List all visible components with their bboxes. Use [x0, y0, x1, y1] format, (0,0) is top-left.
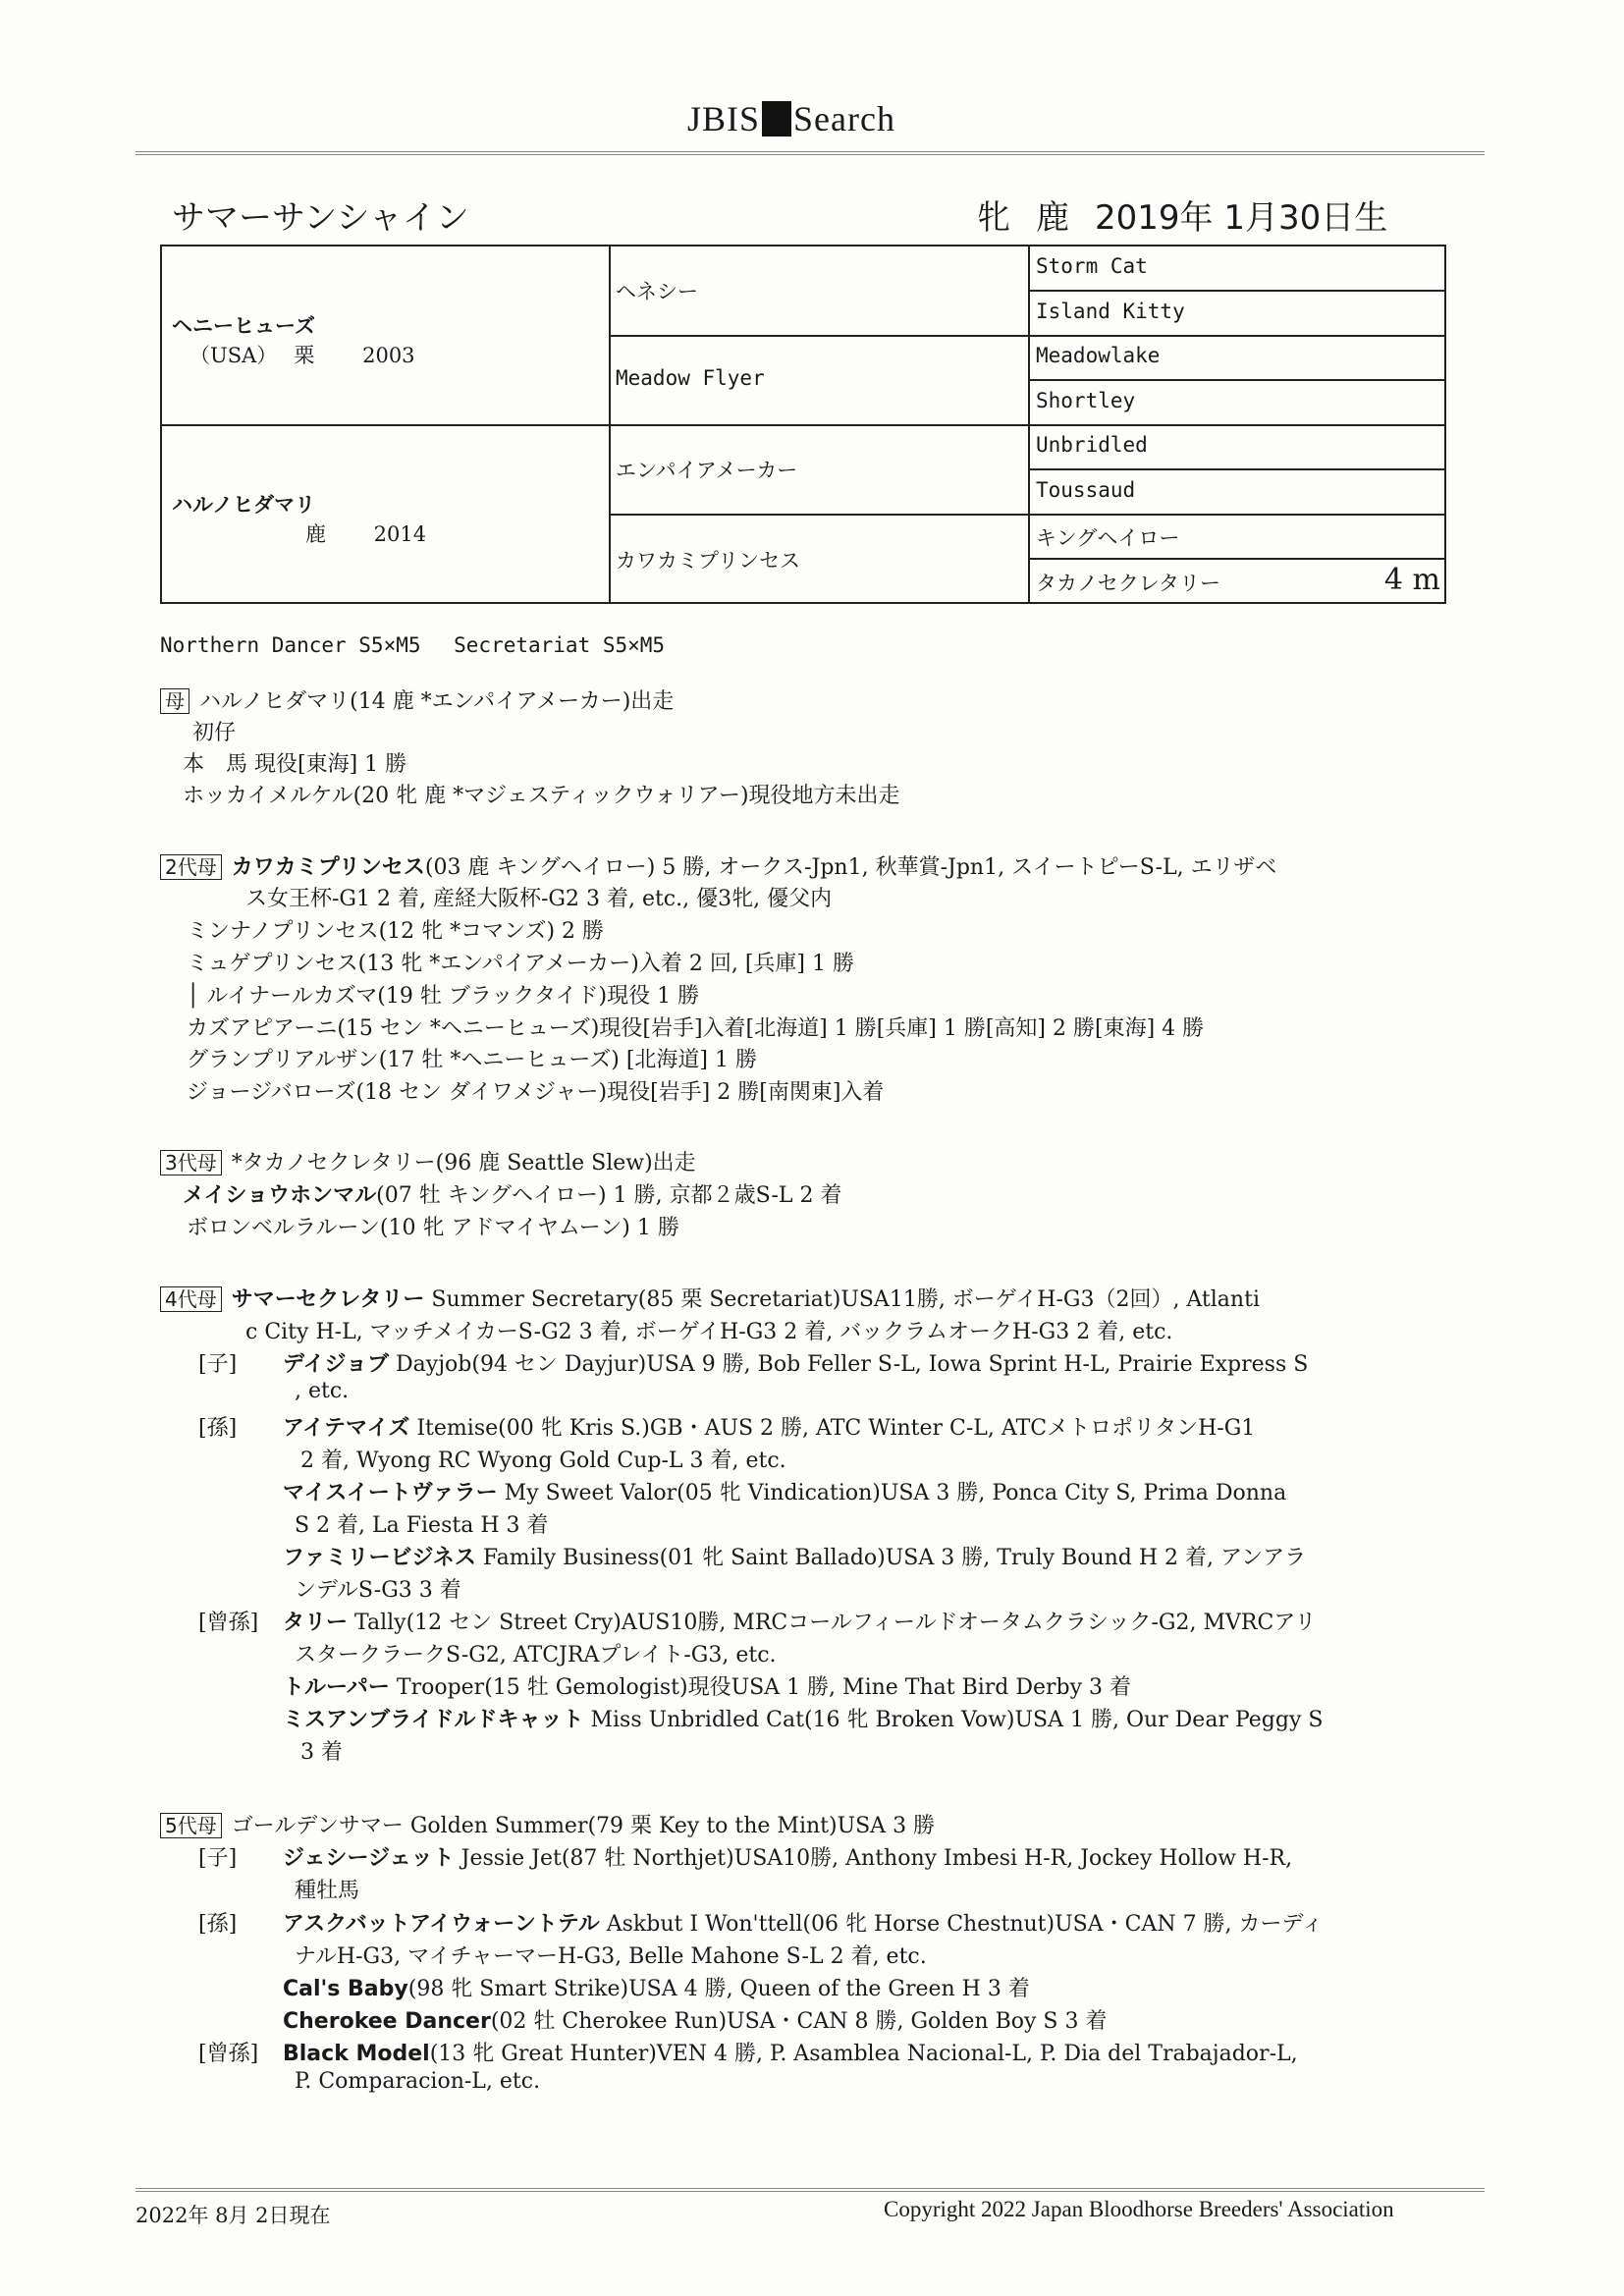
label-grandchild: [孫]: [198, 1416, 238, 1441]
g5-grandchild-line: [283, 1907, 1324, 1938]
dam-offspring-line: 本 馬 現役[東海] 1 勝: [183, 752, 407, 777]
g3-offspring-line: ボロンベルラルーン(10 牝 アドマイヤムーン) 1 勝: [187, 1216, 679, 1240]
horse-birth: 2019年 1月30日生: [1095, 198, 1388, 238]
horse-color: 鹿: [1036, 198, 1069, 238]
copyright-notice: Copyright 2022 Japan Bloodhorse Breeders' Association: [884, 2197, 1394, 2221]
g3-offspring-name: メイショウホンマル: [183, 1183, 377, 1208]
sire-info: （USA） 栗 2003: [189, 344, 415, 367]
dam-sire: エンパイアメーカー: [616, 459, 798, 482]
g4-great-grandchild-record-cont: 3 着: [300, 1740, 343, 1765]
logo-text-right: Search: [793, 99, 895, 138]
inbreeding-cross: Northern Dancer S5×M5 Secretariat S5×M5: [160, 633, 666, 657]
g4-grandchild-line: [283, 1411, 1255, 1442]
g4-great-grandchild-line: [283, 1606, 1316, 1636]
header-rule: [135, 151, 1485, 155]
g5-great-grandchild-record: (13 牝 Great Hunter)VEN 4 勝, P. Asamblea Nacional-L, P. Dia del Trabajador-L,: [429, 2042, 1298, 2066]
g4-section-heading: [160, 1283, 1260, 1313]
g4-great-grandchild-record: Miss Unbridled Cat(16 牝 Broken Vow)USA 1 勝, Our Dear Peggy S: [583, 1708, 1324, 1732]
dam-offspring-line: 初仔: [192, 721, 237, 745]
sire-name: ヘニーヒューズ: [172, 314, 315, 338]
jbis-search-logo: [687, 98, 895, 139]
g4-great-grandchild-name: タリー: [283, 1611, 349, 1635]
g4-grandchild-record: My Sweet Valor(05 牝 Vindication)USA 3 勝, Ponca City S, Prima Donna: [497, 1481, 1287, 1505]
dam-dam: カワカミプリンセス: [616, 549, 801, 573]
g4-grandchild-record-cont: ンデルS-G3 3 着: [295, 1578, 461, 1603]
g5-child-record-cont: 種牡馬: [295, 1879, 360, 1903]
dam-cell: [172, 489, 426, 548]
g4-dam-record-cont: c City H-L, マッチメイカーS-G2 3 着, ボーゲイH-G3 2 着, バックラムオークH-G3 2 着, etc.: [245, 1320, 1173, 1344]
g4-grandchild-name: マイスイートヴァラー: [283, 1481, 498, 1505]
g4-great-grandchild-record: Trooper(15 牡 Gemologist)現役USA 1 勝, Mine That Bird Derby 3 着: [389, 1675, 1132, 1700]
g4-grandchild-name: ファミリービジネス: [283, 1546, 476, 1570]
g3-3: Meadowlake: [1036, 344, 1161, 367]
g2-offspring-line: カズアピアーニ(15 セン *ヘニーヒューズ)現役[岩手]入着[北海道] 1 勝[兵庫] 1 勝[高知] 2 勝[東海] 4 勝: [187, 1016, 1205, 1041]
g4-great-grandchild-record: Tally(12 セン Street Cry)AUS10勝, MRCコールフィールドオータムクラシック-G2, MVRCアリ: [348, 1611, 1317, 1635]
g5-great-grandchild-record-cont: P. Comparacion-L, etc.: [295, 2069, 541, 2094]
g4-great-grandchild-name: ミスアンブライドルドキャット: [283, 1708, 584, 1732]
g2-dam-record-cont: ス女王杯-G1 2 着, 産経大阪杯-G2 3 着, etc., 優3牝, 優父内: [245, 887, 833, 911]
g3-5: Unbridled: [1036, 433, 1148, 457]
g4-great-grandchild-record-cont: スタークラークS-G2, ATCJRAプレイト-G3, etc.: [295, 1643, 777, 1667]
g4-great-grandchild-name: トルーパー: [283, 1675, 390, 1700]
section-tag-g3: 3代母: [160, 1150, 222, 1175]
dam-line: ハルノヒダマリ(14 鹿 *エンパイアメーカー)出走: [199, 689, 675, 714]
g4-great-grandchild-line: [283, 1670, 1131, 1701]
g5-grandchild-name: Cal's Baby: [283, 1977, 408, 2001]
g3-6: Toussaud: [1036, 478, 1136, 502]
g3-4: Shortley: [1036, 389, 1136, 412]
g2-dam-name: カワカミプリンセス: [231, 855, 425, 880]
logo-text-left: JBIS: [687, 99, 761, 138]
dam-section-heading: [160, 684, 674, 715]
dam-name: ハルノヒダマリ: [172, 493, 316, 517]
g4-grandchild-line: [283, 1541, 1306, 1571]
g5-grandchild-record: Askbut I Won'ttell(06 牝 Horse Chestnut)USA・CAN 7 勝, カーディ: [599, 1912, 1324, 1937]
g5-child-line: [283, 1841, 1292, 1872]
g3-1: Storm Cat: [1036, 254, 1148, 278]
g4-dam-record: Summer Secretary(85 栗 Secretariat)USA11勝, ボーゲイH-G3（2回）, Atlanti: [424, 1287, 1260, 1312]
g4-grandchild-line: [283, 1476, 1286, 1506]
horse-logo-icon: [762, 101, 791, 137]
g5-great-grandchild-line: [283, 2037, 1298, 2067]
pedigree-table: [160, 245, 1446, 604]
g4-grandchild-name: アイテマイズ: [283, 1416, 410, 1441]
g5-grandchild-record-cont: ナルH-G3, マイチャーマーH-G3, Belle Mahone S-L 2 着, etc.: [295, 1944, 927, 1969]
label-great-grandchild: [曾孫]: [198, 2042, 259, 2066]
g4-grandchild-record-cont: S 2 着, La Fiesta H 3 着: [295, 1513, 549, 1538]
g2-section-heading: [160, 850, 1276, 881]
g3-8: タカノセクレタリー: [1036, 572, 1220, 595]
section-tag-g5: 5代母: [160, 1813, 222, 1838]
section-tag-dam: 母: [160, 688, 189, 714]
g5-grandchild-record: (98 牝 Smart Strike)USA 4 勝, Queen of the Green H 3 着: [407, 1977, 1030, 2001]
dam-offspring-line: ホッカイメルケル(20 牝 鹿 *マジェスティックウォリアー)現役地方未出走: [183, 784, 900, 808]
g2-dam-record: (03 鹿 キングヘイロー) 5 勝, オークス-Jpn1, 秋華賞-Jpn1, スイートピーS-L, エリザベ: [424, 855, 1277, 880]
g4-grandchild-record-cont: 2 着, Wyong RC Wyong Gold Cup-L 3 着, etc.: [300, 1449, 786, 1473]
label-child: [子]: [198, 1846, 238, 1871]
g4-child-record-cont: , etc.: [295, 1379, 350, 1403]
g5-child-name: ジェシージェット: [283, 1846, 455, 1871]
g3-offspring-line: [183, 1178, 842, 1209]
horse-profile: [977, 191, 1387, 239]
g4-great-grandchild-line: [283, 1703, 1323, 1733]
footer-rule: [135, 2188, 1485, 2192]
label-grandchild: [孫]: [198, 1912, 238, 1937]
g2-offspring-line: │ ルイナールカズマ(19 牡 ブラックタイド)現役 1 勝: [187, 984, 700, 1009]
g5-grandchild-name: Cherokee Dancer: [283, 2009, 491, 2034]
g5-grandchild-name: アスクバットアイウォーントテル: [283, 1912, 600, 1937]
g3-7: キングヘイロー: [1036, 526, 1180, 550]
g4-dam-name: サマーセクレタリー: [231, 1287, 425, 1312]
g3-2: Island Kitty: [1036, 300, 1185, 323]
section-tag-g4: 4代母: [160, 1286, 222, 1312]
sire-dam: Meadow Flyer: [616, 366, 765, 390]
g2-offspring-line: ジョージバローズ(18 セン ダイワメジャー)現役[岩手] 2 勝[南関東]入着: [187, 1080, 885, 1105]
g4-child-record: Dayjob(94 セン Dayjur)USA 9 勝, Bob Feller S-L, Iowa Sprint H-L, Prairie Express S: [389, 1352, 1309, 1377]
horse-sex: 牝: [977, 198, 1010, 238]
g3-dam-line: *タカノセクレタリー(96 鹿 Seattle Slew)出走: [231, 1151, 696, 1175]
g4-child-name: デイジョブ: [283, 1352, 390, 1377]
g4-child-line: [283, 1347, 1308, 1378]
g2-offspring-line: グランプリアルザン(17 牡 *ヘニーヒューズ) [北海道] 1 勝: [187, 1048, 757, 1072]
g2-offspring-line: ミュゲプリンセス(13 牝 *エンパイアメーカー)入着 2 回, [兵庫] 1 勝: [187, 952, 854, 976]
g3-section-heading: [160, 1146, 696, 1176]
g5-grandchild-line: [283, 1972, 1030, 2002]
sire-sire: ヘネシー: [616, 280, 698, 303]
g4-grandchild-record: Itemise(00 牝 Kris S.)GB・AUS 2 勝, ATC Winter C-L, ATCメトロポリタンH-G1: [409, 1416, 1256, 1441]
horse-name: サマーサンシャイン: [172, 198, 469, 238]
g3-offspring-record: (07 牡 キングヘイロー) 1 勝, 京都２歳S-L 2 着: [376, 1183, 842, 1208]
g5-child-record: Jessie Jet(87 牡 Northjet)USA10勝, Anthony Imbesi H-R, Jockey Hollow H-R,: [454, 1846, 1293, 1871]
g5-great-grandchild-name: Black Model: [283, 2042, 430, 2066]
g5-dam-line: ゴールデンサマー Golden Summer(79 栗 Key to the Mint)USA 3 勝: [231, 1814, 936, 1838]
g2-offspring-line: ミンナノプリンセス(12 牝 *コマンズ) 2 勝: [187, 919, 605, 944]
report-date: 2022年 8月 2日現在: [135, 2204, 331, 2227]
pedigree-corner-mark: 4 m: [1383, 563, 1440, 597]
sire-cell: [172, 310, 415, 369]
label-great-grandchild: [曾孫]: [198, 1611, 259, 1635]
g5-grandchild-record: (02 牡 Cherokee Run)USA・CAN 8 勝, Golden Boy S 3 着: [490, 2009, 1108, 2034]
label-child: [子]: [198, 1352, 238, 1377]
section-tag-g2: 2代母: [160, 854, 222, 880]
dam-info: 鹿 2014: [305, 522, 427, 546]
g5-grandchild-line: [283, 2004, 1107, 2035]
g4-grandchild-record: Family Business(01 牝 Saint Ballado)USA 3 勝, Truly Bound H 2 着, アンアラ: [475, 1546, 1307, 1570]
g5-section-heading: [160, 1809, 935, 1839]
